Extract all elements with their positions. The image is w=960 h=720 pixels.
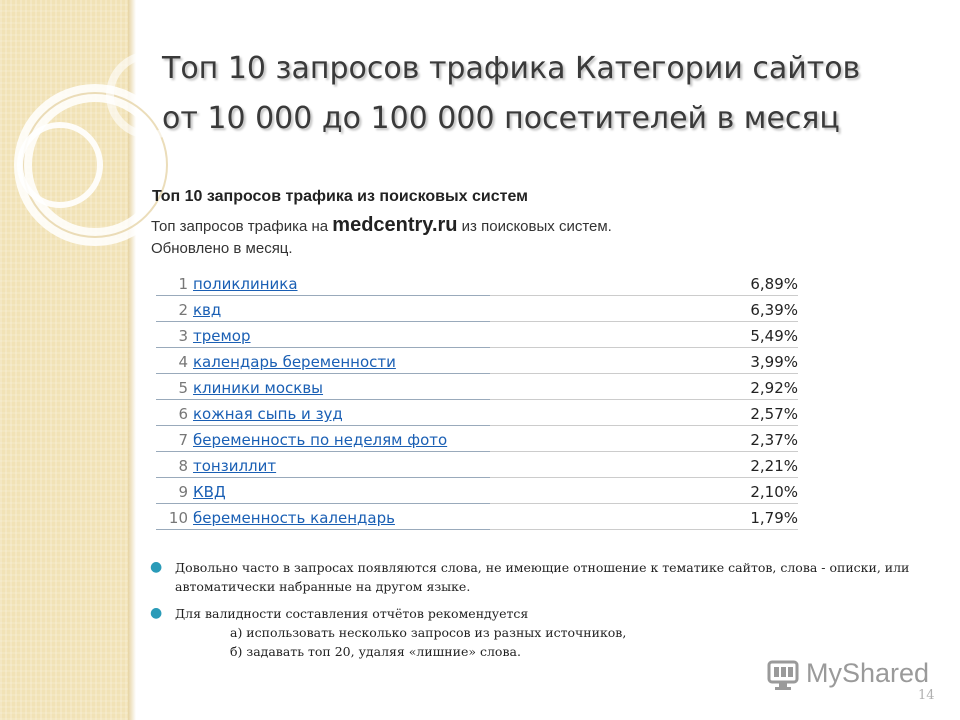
bullet-icon: ●	[150, 605, 163, 621]
rank: 4	[178, 353, 188, 371]
row-divider	[156, 529, 490, 530]
row-divider	[156, 399, 490, 400]
share-value: 2,21%	[750, 457, 798, 475]
query-link[interactable]: тремор	[193, 327, 251, 345]
share-value: 5,49%	[750, 327, 798, 345]
rank: 6	[178, 405, 188, 423]
table-row	[156, 324, 802, 350]
watermark	[766, 656, 930, 696]
note-subitem: б) задавать топ 20, удаляя «лишние» слова.	[230, 644, 521, 659]
share-value: 2,37%	[750, 431, 798, 449]
share-value: 2,10%	[750, 483, 798, 501]
note-text: Для валидности составления отчётов рекомендуется	[175, 606, 529, 621]
query-link[interactable]: беременность календарь	[193, 509, 395, 527]
notes	[150, 558, 910, 669]
slide-title	[162, 44, 922, 144]
widget-desc-suffix: из поисковых систем.	[457, 218, 612, 235]
row-divider	[490, 529, 798, 530]
rank: 8	[178, 457, 188, 475]
share-value: 6,89%	[750, 275, 798, 293]
row-divider	[156, 451, 490, 452]
bullet-icon: ●	[150, 559, 163, 575]
share-value: 6,39%	[750, 301, 798, 319]
page-number: 14	[918, 688, 935, 703]
row-divider	[490, 373, 798, 374]
table-row	[156, 402, 802, 428]
table-row	[156, 454, 802, 480]
table-row	[156, 298, 802, 324]
query-link[interactable]: календарь беременности	[193, 353, 396, 371]
rank: 7	[178, 431, 188, 449]
query-link[interactable]: тонзиллит	[193, 457, 277, 475]
row-divider	[490, 321, 798, 322]
row-divider	[156, 295, 490, 296]
rank: 9	[178, 483, 188, 501]
share-value: 2,92%	[750, 379, 798, 397]
rank: 10	[168, 509, 188, 527]
row-divider	[490, 425, 798, 426]
rank: 1	[178, 275, 188, 293]
share-value: 3,99%	[750, 353, 798, 371]
table-row	[156, 428, 802, 454]
top-queries-table	[156, 272, 802, 532]
note-item	[150, 558, 910, 596]
query-link[interactable]: квд	[193, 301, 222, 319]
rank: 5	[178, 379, 188, 397]
table-row	[156, 350, 802, 376]
slide-title-line1: Топ 10 запросов трафика Категории сайтов	[162, 51, 861, 86]
slide-title-line2: от 10 000 до 100 000 посетителей в месяц	[162, 101, 840, 136]
query-link[interactable]: КВД	[193, 483, 226, 501]
row-divider	[490, 503, 798, 504]
share-value: 1,79%	[750, 509, 798, 527]
note-item	[150, 604, 910, 661]
row-divider	[156, 477, 490, 478]
row-divider	[490, 477, 798, 478]
table-row	[156, 506, 802, 532]
monitor-icon	[766, 658, 800, 692]
row-divider	[490, 295, 798, 296]
widget-desc-line2: Обновлено в месяц.	[151, 240, 293, 257]
note-subitem: а) использовать несколько запросов из разных источников,	[230, 625, 627, 640]
row-divider	[156, 503, 490, 504]
widget-description	[151, 214, 771, 260]
row-divider	[156, 373, 490, 374]
rank: 2	[178, 301, 188, 319]
table-row	[156, 272, 802, 298]
row-divider	[490, 399, 798, 400]
table-row	[156, 376, 802, 402]
row-divider	[490, 451, 798, 452]
row-divider	[156, 321, 490, 322]
site-name: medcentry.ru	[332, 214, 458, 236]
row-divider	[156, 347, 490, 348]
query-link[interactable]: кожная сыпь и зуд	[193, 405, 343, 423]
note-text: Довольно часто в запросах появляются слова, не имеющие отношение к тематике сайтов, слова - описки, или автоматически набранные на другом языке.	[175, 560, 910, 594]
row-divider	[156, 425, 490, 426]
row-divider	[490, 347, 798, 348]
rank: 3	[178, 327, 188, 345]
share-value: 2,57%	[750, 405, 798, 423]
query-link[interactable]: беременность по неделям фото	[193, 431, 448, 449]
table-row	[156, 480, 802, 506]
query-link[interactable]: поликлиника	[193, 275, 298, 293]
watermark-text: MyShared	[806, 658, 930, 688]
query-link[interactable]: клиники москвы	[193, 379, 324, 397]
widget-desc-prefix: Топ запросов трафика на	[151, 218, 333, 235]
widget-heading: Топ 10 запросов трафика из поисковых систем	[152, 188, 528, 205]
